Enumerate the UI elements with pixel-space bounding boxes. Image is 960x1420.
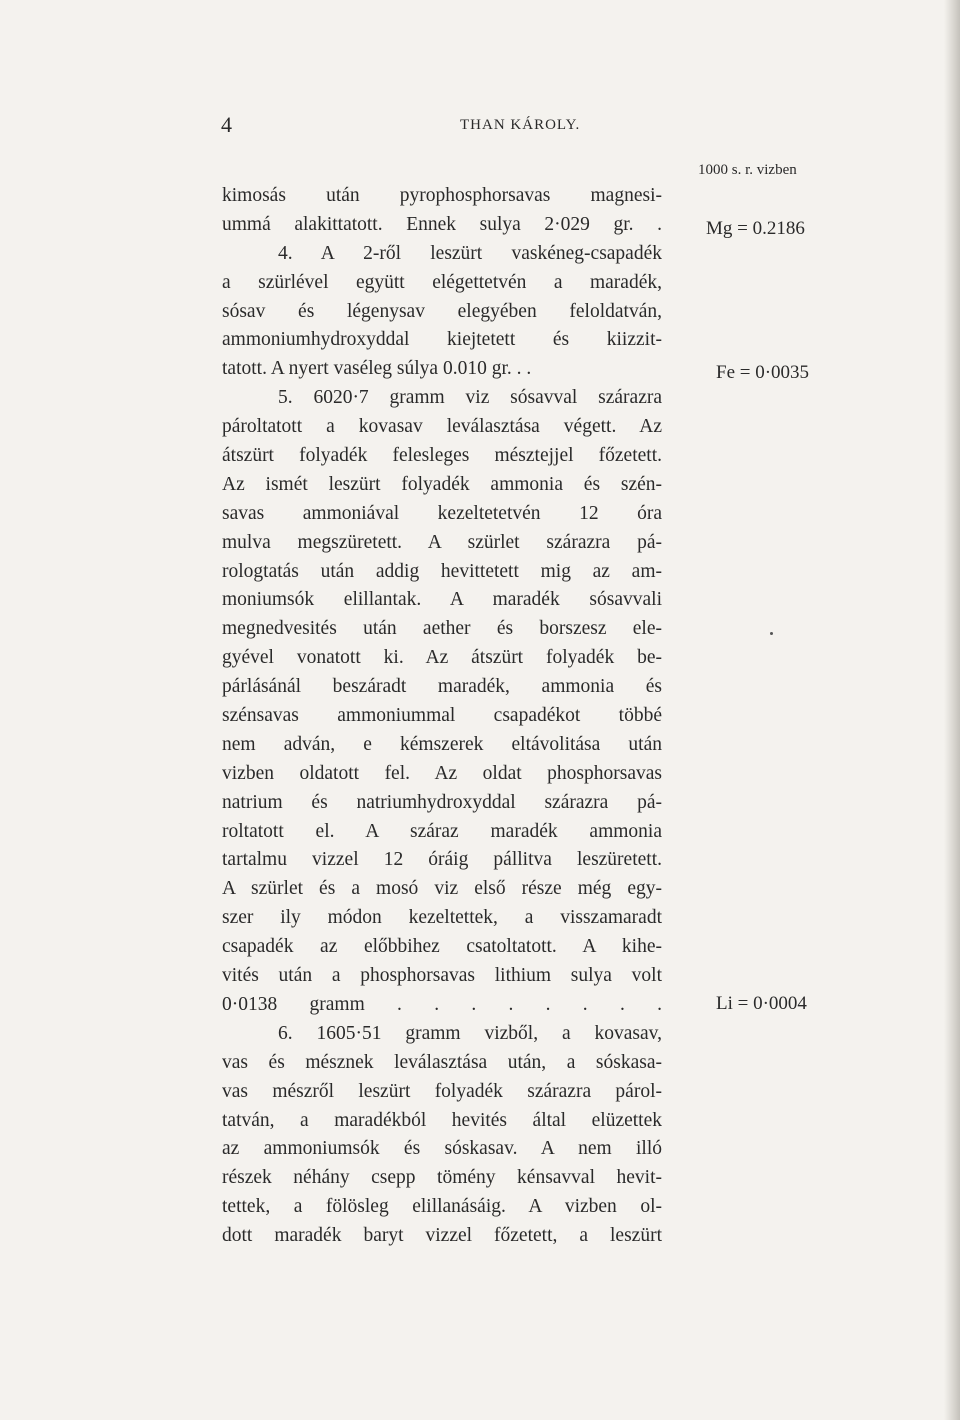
text-line: részek néhány csepp tömény kénsavval hevit-: [222, 1167, 662, 1189]
text-line: ammoniumhydroxyddal kiejtetett és kiizzit-: [222, 329, 662, 351]
fe-value: Fe = 0·0035: [716, 362, 810, 383]
values-column-heading: 1000 s. r. vizben: [698, 162, 797, 178]
text-line: Az ismét leszürt folyadék ammonia és szén-: [222, 473, 662, 495]
text-line: 4. A 2-ről leszürt vaskéneg-csapadék: [278, 242, 662, 264]
text-line: csapadék az előbbihez csatoltatott. A kihe-: [222, 936, 662, 958]
text-line: roltatott el. A száraz maradék ammonia: [222, 820, 662, 842]
text-line: ummá alakittatott. Ennek sulya 2·029 gr. .: [222, 213, 662, 235]
page-edge-shadow: [944, 0, 960, 1420]
text-line: tartalmu vizzel 12 óráig pállitva leszüretett.: [222, 849, 662, 871]
text-line: gyével vonatott ki. Az átszürt folyadék be-: [222, 647, 662, 669]
text-line: vités után a phosphorsavas lithium sulya volt: [222, 965, 662, 987]
text-line: az ammoniumsók és sóskasav. A nem illó: [222, 1138, 662, 1160]
text-line: dott maradék baryt vizzel főzetett, a leszürt: [222, 1225, 662, 1247]
text-line: megnedvesités után aether és borszesz ele-: [222, 618, 662, 640]
text-line: 5. 6020·7 gramm viz sósavval szárazra: [278, 387, 662, 409]
text-line: pároltatott a kovasav leválasztása végett. Az: [222, 416, 662, 438]
ink-speck: [770, 632, 773, 635]
text-line: tatván, a maradékból hevités által elüzettek: [222, 1109, 662, 1131]
page-number: 4: [221, 112, 232, 137]
text-line: rologtatás után addig hevittetett mig az am-: [222, 560, 662, 582]
text-line: sósav és légenysav elegyében feloldatván,: [222, 300, 662, 322]
text-line: savas ammoniával kezeltetetvén 12 óra: [222, 502, 662, 524]
text-line: tettek, a fölösleg elillanásáig. A vizben ol-: [222, 1196, 662, 1218]
mg-value: Mg = 0.2186: [706, 218, 805, 239]
text-line: szer ily módon kezeltettek, a visszamaradt: [222, 907, 662, 929]
text-line: szénsavas ammoniummal csapadékot többé: [222, 705, 662, 727]
text-line: vizben oldatott fel. Az oldat phosphorsavas: [222, 762, 662, 784]
text-line: mulva megszüretett. A szürlet szárazra pá-: [222, 531, 662, 553]
running-title: THAN KÁROLY.: [460, 117, 581, 133]
li-value: Li = 0·0004: [716, 993, 807, 1014]
text-line: átszürt folyadék felesleges mésztejjel főzetett.: [222, 445, 662, 467]
text-line: 0·0138 gramm . . . . . . . .: [222, 993, 662, 1015]
text-line: 6. 1605·51 gramm vizből, a kovasav,: [278, 1022, 662, 1044]
text-line: moniumsók elillantak. A maradék sósavvali: [222, 589, 662, 611]
text-line: kimosás után pyrophosphorsavas magnesi-: [222, 185, 662, 206]
text-line: párlásánál beszáradt maradék, ammonia és: [222, 676, 662, 698]
text-line: nem adván, e kémszerek eltávolitása után: [222, 733, 662, 755]
text-line: vas mészről leszürt folyadék szárazra párol-: [222, 1080, 662, 1102]
text-line: natrium és natriumhydroxyddal szárazra pá-: [222, 791, 662, 813]
body-text: [222, 182, 662, 1251]
text-line: a szürlével együtt elégettetvén a maradék,: [222, 271, 662, 293]
text-line: A szürlet és a mosó viz első része még egy-: [222, 878, 662, 900]
text-line: vas és mésznek leválasztása után, a sóskasa-: [222, 1051, 662, 1073]
text-line: tatott. A nyert vaséleg súlya 0.010 gr. . .: [222, 358, 532, 380]
